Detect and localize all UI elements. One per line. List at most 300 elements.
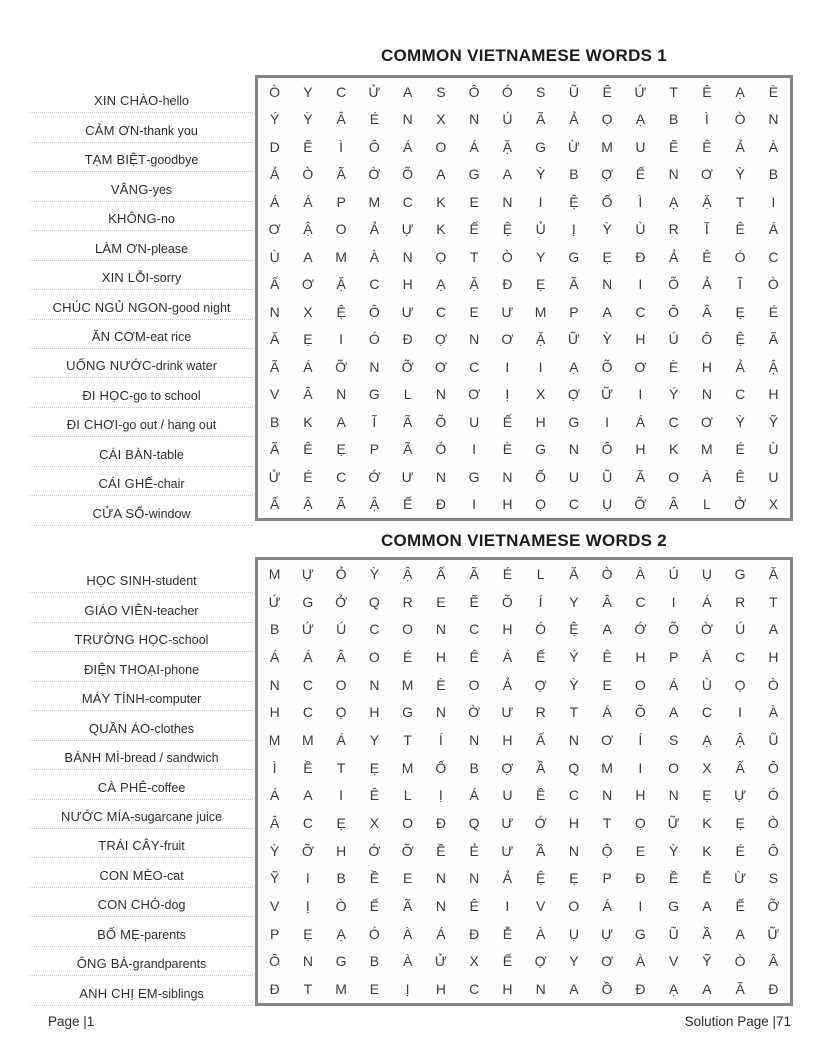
grid-letter: Ẹ <box>369 759 380 776</box>
grid-letter: Ả <box>569 111 579 128</box>
grid-letter: P <box>269 925 280 942</box>
grid-letter: K <box>668 441 679 458</box>
grid-letter: Ớ <box>368 842 381 859</box>
word-item <box>30 231 253 260</box>
grid-letter: Ậ <box>303 496 313 513</box>
grid-letter: N <box>435 704 446 721</box>
grid-letter: T <box>569 704 579 721</box>
grid-letter: Đ <box>435 496 446 513</box>
grid-letter: T <box>403 731 412 748</box>
grid-letter: Ư <box>501 303 514 320</box>
grid-letter: S <box>668 731 679 748</box>
word-definition: table <box>156 447 184 462</box>
grid-letter: C <box>435 303 446 320</box>
grid-letter: C <box>402 193 413 210</box>
grid-letter: À <box>768 704 779 721</box>
grid-letter: Á <box>668 676 679 693</box>
word-definition: student <box>155 574 197 589</box>
grid-letter: M <box>601 138 613 155</box>
word-definition: phone <box>164 662 200 677</box>
grid-letter: Ê <box>702 138 712 155</box>
grid-letter: Ô <box>368 303 380 320</box>
grid-letter: G <box>368 386 380 403</box>
grid-letter: Ã <box>336 496 346 513</box>
grid-letter: Y <box>569 953 579 970</box>
grid-letter: Ó <box>535 621 547 638</box>
grid-letter: Ỳ <box>602 331 612 348</box>
grid-letter: B <box>469 759 479 776</box>
grid-letter: C <box>302 815 313 832</box>
word-item <box>30 202 253 231</box>
grid-letter: N <box>602 276 613 293</box>
grid-letter: N <box>369 676 380 693</box>
word-term: HỌC SINH <box>86 573 152 589</box>
grid-letter: D <box>269 138 280 155</box>
grid-letter: H <box>502 731 513 748</box>
word-separator: - <box>118 418 123 433</box>
word-definition: siblings <box>162 986 204 1001</box>
word-separator: - <box>153 477 158 492</box>
grid-letter: Ã <box>469 565 479 582</box>
grid-letter: A <box>768 621 779 638</box>
grid-letter: O <box>668 468 680 485</box>
grid-letter: N <box>502 468 513 485</box>
grid-letter: Ọ <box>435 248 447 265</box>
grid-letter: Ơ <box>501 331 514 348</box>
word-separator: - <box>144 506 149 521</box>
grid-letter: H <box>502 496 513 513</box>
grid-letter: É <box>768 303 779 320</box>
grid-letter: Õ <box>435 413 447 430</box>
word-list-2 <box>30 564 253 1006</box>
grid-letter: E <box>469 303 479 320</box>
grid-letter: Q <box>368 593 380 610</box>
grid-letter: N <box>469 870 480 887</box>
word-separator: - <box>139 123 144 138</box>
grid-letter: Ã <box>569 276 579 293</box>
grid-letter: È <box>668 358 679 375</box>
grid-letter: Ế <box>502 953 513 970</box>
grid-letter: Õ <box>601 358 613 375</box>
grid-letter: Ự <box>301 565 314 582</box>
grid-letter: G <box>734 565 746 582</box>
grid-letter: E <box>635 842 646 859</box>
grid-letter: H <box>269 704 280 721</box>
grid-letter: Ò <box>734 111 746 128</box>
grid-letter: Ự <box>601 925 614 942</box>
grid-letter: Ẹ <box>336 815 346 832</box>
grid-letter: G <box>468 166 480 183</box>
grid-letter: Ừ <box>567 138 580 155</box>
word-separator: - <box>159 839 164 854</box>
grid-letter: N <box>568 731 579 748</box>
word-separator: - <box>149 271 154 286</box>
grid-letter: Õ <box>634 704 646 721</box>
grid-letter: Ơ <box>601 953 614 970</box>
word-term: CON CHÓ <box>97 897 161 913</box>
grid-letter: Á <box>702 593 712 610</box>
grid-letter: Ờ <box>700 621 713 638</box>
word-separator: - <box>151 574 156 589</box>
word-item <box>30 408 253 437</box>
grid-letter: Ệ <box>535 870 546 887</box>
grid-letter: Ă <box>569 565 579 582</box>
grid-letter: Ù <box>768 441 779 458</box>
grid-letter: Ơ <box>634 358 647 375</box>
grid-letter: À <box>702 468 712 485</box>
word-item <box>30 623 253 652</box>
grid-letter: Ấ <box>269 276 280 293</box>
grid-letter: M <box>401 676 414 693</box>
grid-letter: L <box>702 496 711 513</box>
grid-letter: N <box>435 898 446 915</box>
grid-letter: Ử <box>268 468 281 485</box>
word-separator: - <box>152 447 157 462</box>
grid-letter: K <box>303 413 313 430</box>
grid-letter: N <box>435 870 446 887</box>
grid-letter: C <box>635 593 646 610</box>
grid-letter: Ụ <box>602 496 613 513</box>
word-definition: yes <box>152 182 173 197</box>
grid-letter: A <box>735 925 745 942</box>
grid-letter: É <box>735 842 745 859</box>
grid-letter: M <box>268 731 281 748</box>
grid-letter: G <box>668 898 680 915</box>
grid-letter: G <box>634 925 646 942</box>
grid-letter: T <box>336 759 346 776</box>
grid-letter: Ù <box>701 676 712 693</box>
grid-letter: Ý <box>569 648 579 665</box>
grid-letter: I <box>638 898 643 915</box>
grid-letter: N <box>269 676 280 693</box>
grid-letter: H <box>635 441 646 458</box>
grid-letter: C <box>469 621 480 638</box>
word-definition: hello <box>162 94 190 109</box>
grid-letter: Q <box>468 815 480 832</box>
grid-letter: Ỳ <box>269 842 280 859</box>
grid-letter: L <box>403 787 412 804</box>
word-item <box>30 858 253 887</box>
grid-letter: Ô <box>601 441 613 458</box>
letter-grid-1 <box>255 75 793 521</box>
word-item <box>30 711 253 740</box>
grid-letter: Ơ <box>468 386 481 403</box>
grid-letter: Ỳ <box>735 166 745 183</box>
word-item <box>30 800 253 829</box>
grid-letter: M <box>302 731 314 748</box>
grid-letter: N <box>435 386 446 403</box>
word-separator: - <box>157 986 163 1001</box>
grid-letter: Ẹ <box>602 248 612 265</box>
grid-letter: Ò <box>767 276 779 293</box>
grid-letter: R <box>735 593 746 610</box>
grid-letter: H <box>635 787 646 804</box>
grid-letter: Ậ <box>402 565 413 582</box>
grid-letter: Ớ <box>534 815 547 832</box>
grid-letter: C <box>668 413 679 430</box>
grid-letter: Ô <box>767 759 779 776</box>
grid-letter: I <box>472 441 477 458</box>
word-separator: - <box>147 780 152 795</box>
grid-letter: À <box>402 925 413 942</box>
grid-letter: Ị <box>438 787 443 804</box>
grid-letter: Ỳ <box>602 221 612 238</box>
grid-letter: N <box>701 386 712 403</box>
grid-letter: Ô <box>767 842 779 859</box>
grid-letter: K <box>436 221 446 238</box>
grid-letter: Ậ <box>735 731 745 748</box>
grid-letter: À <box>702 648 712 665</box>
word-definition: computer <box>149 692 202 707</box>
grid-letter: M <box>335 981 347 998</box>
grid-letter: Ễ <box>702 870 712 887</box>
word-term: CÁI GHẾ <box>98 476 154 492</box>
word-definition: goodbye <box>150 153 199 168</box>
word-item <box>30 84 253 113</box>
word-term: VÂNG <box>110 181 149 197</box>
word-definition: drink water <box>155 359 217 374</box>
grid-letter: Ề <box>535 787 546 804</box>
grid-letter: A <box>702 898 712 915</box>
grid-letter: I <box>771 193 776 210</box>
grid-letter: Ả <box>369 221 380 238</box>
grid-letter: Ệ <box>569 621 579 638</box>
grid-letter: X <box>369 815 380 832</box>
grid-letter: I <box>505 898 510 915</box>
grid-letter: Á <box>303 193 313 210</box>
grid-letter: B <box>768 166 779 183</box>
grid-letter: I <box>605 413 610 430</box>
word-item <box>30 113 253 142</box>
grid-letter: Ơ <box>700 413 713 430</box>
word-term: BÁNH MÌ <box>64 750 120 766</box>
grid-letter: X <box>702 759 712 776</box>
grid-letter: Ả <box>502 870 513 887</box>
grid-letter: Đ <box>502 276 513 293</box>
grid-letter: Í <box>438 731 443 748</box>
word-term: ANH CHỊ EM <box>79 985 158 1001</box>
grid-letter: Ợ <box>534 676 547 693</box>
grid-letter: U <box>568 468 579 485</box>
grid-letter: Ò <box>269 83 281 100</box>
grid-letter: U <box>502 787 513 804</box>
grid-letter: N <box>535 981 546 998</box>
word-term: ĐI CHƠI <box>66 417 119 433</box>
grid-letter: Ò <box>767 815 779 832</box>
grid-letter: Ế <box>535 648 546 665</box>
grid-letter: Ệ <box>502 221 513 238</box>
grid-letter: Á <box>303 358 313 375</box>
grid-letter: Đ <box>469 925 480 942</box>
grid-letter: M <box>701 441 713 458</box>
grid-letter: H <box>635 331 646 348</box>
word-separator: - <box>158 94 163 109</box>
word-definition: clothes <box>154 721 195 736</box>
word-item <box>30 770 253 799</box>
grid-letter: A <box>602 303 612 320</box>
grid-letter: Á <box>436 925 446 942</box>
grid-letter: Ú <box>336 621 347 638</box>
word-definition: bread / sandwich <box>124 751 219 766</box>
grid-letter: Ợ <box>534 953 547 970</box>
grid-letter: T <box>469 248 479 265</box>
grid-letter: B <box>668 111 679 128</box>
grid-letter: T <box>735 193 745 210</box>
grid-letter: A <box>569 981 579 998</box>
grid-letter: P <box>668 648 679 665</box>
grid-letter: C <box>336 83 347 100</box>
grid-letter: Á <box>602 898 612 915</box>
word-separator: - <box>130 809 135 824</box>
grid-letter: E <box>369 981 380 998</box>
grid-letter: N <box>469 731 480 748</box>
grid-letter: N <box>668 787 679 804</box>
grid-letter: B <box>269 621 280 638</box>
grid-letter: Ỡ <box>767 898 780 915</box>
grid-letter: Ế <box>469 221 479 238</box>
word-item <box>30 467 253 496</box>
grid-letter: X <box>303 303 313 320</box>
grid-letter: C <box>302 676 313 693</box>
grid-letter: M <box>601 759 613 776</box>
grid-letter: S <box>768 870 779 887</box>
grid-letter: Ơ <box>268 221 281 238</box>
word-definition: school <box>172 633 209 648</box>
grid-letter: Ì <box>704 111 709 128</box>
grid-letter: Ở <box>335 593 348 610</box>
grid-letter: H <box>369 704 380 721</box>
grid-letter: Ĩ <box>738 276 743 293</box>
grid-letter: Ệ <box>735 331 745 348</box>
grid-letter: C <box>701 704 712 721</box>
grid-letter: Ò <box>767 676 779 693</box>
word-separator: - <box>144 692 150 707</box>
grid-letter: Ở <box>734 496 747 513</box>
grid-letter: I <box>505 358 510 375</box>
grid-letter: Ọ <box>535 496 547 513</box>
grid-letter: M <box>401 759 414 776</box>
grid-letter: Â <box>336 111 346 128</box>
grid-letter: Ã <box>269 358 280 375</box>
grid-letter: Ọ <box>335 704 347 721</box>
grid-letter: Ẹ <box>336 441 346 458</box>
grid-letter: É <box>402 648 413 665</box>
grid-letter: Ữ <box>767 925 780 942</box>
word-item <box>30 947 253 976</box>
grid-letter: Ọ <box>634 815 646 832</box>
grid-letter: Ấ <box>535 731 546 748</box>
grid-letter: X <box>535 386 546 403</box>
word-definition: sorry <box>153 271 182 286</box>
grid-letter: Ẹ <box>303 925 313 942</box>
grid-letter: Â <box>269 815 280 832</box>
grid-letter: Ẹ <box>735 303 745 320</box>
grid-letter: À <box>535 925 546 942</box>
word-term: ÔNG BÀ <box>76 956 129 972</box>
grid-letter: Ù <box>269 248 280 265</box>
word-term: ĐI HỌC <box>82 387 130 403</box>
grid-letter: Á <box>469 138 479 155</box>
grid-letter: Ả <box>502 676 513 693</box>
word-item <box>30 143 253 172</box>
grid-letter: E <box>469 193 479 210</box>
grid-letter: I <box>472 496 477 513</box>
grid-letter: Ỹ <box>768 413 779 430</box>
word-separator: - <box>119 751 125 766</box>
grid-letter: L <box>536 565 545 582</box>
grid-letter: Ứ <box>634 83 647 100</box>
grid-letter: Ủ <box>535 221 546 238</box>
grid-letter: Á <box>336 731 346 748</box>
grid-letter: Ấ <box>269 496 280 513</box>
grid-letter: R <box>535 704 546 721</box>
grid-letter: Ô <box>468 83 480 100</box>
word-term: XIN LỖI <box>101 270 150 286</box>
grid-letter: C <box>336 468 347 485</box>
grid-letter: O <box>634 676 646 693</box>
grid-letter: O <box>435 138 447 155</box>
grid-letter: N <box>469 331 480 348</box>
grid-letter: Ặ <box>535 331 546 348</box>
grid-letter: À <box>635 565 646 582</box>
grid-letter: Ữ <box>567 331 580 348</box>
grid-letter: Ế <box>369 898 380 915</box>
grid-letter: Ò <box>335 898 347 915</box>
grid-letter: Ò <box>302 166 314 183</box>
grid-letter: V <box>269 386 280 403</box>
word-list-1 <box>30 84 253 526</box>
grid-letter: Ạ <box>668 193 679 210</box>
grid-letter: Á <box>635 413 646 430</box>
grid-letter: R <box>668 221 679 238</box>
grid-letter: O <box>335 221 347 238</box>
grid-letter: I <box>638 759 643 776</box>
grid-letter: Ã <box>336 166 346 183</box>
word-item <box>30 564 253 593</box>
word-item <box>30 593 253 622</box>
grid-letter: Ế <box>502 413 513 430</box>
grid-letter: Ư <box>501 842 514 859</box>
grid-letter: Ũ <box>768 731 779 748</box>
grid-letter: N <box>402 111 413 128</box>
grid-letter: Õ <box>668 276 680 293</box>
word-definition: no <box>160 212 175 227</box>
grid-letter: Á <box>269 193 280 210</box>
grid-letter: X <box>436 111 446 128</box>
grid-letter: Ợ <box>434 331 447 348</box>
grid-letter: Á <box>269 787 280 804</box>
grid-letter: Ó <box>734 248 746 265</box>
grid-letter: È <box>768 83 779 100</box>
grid-letter: Ợ <box>501 759 514 776</box>
word-definition: fruit <box>163 839 185 854</box>
grid-letter: Ề <box>436 842 446 859</box>
grid-letter: G <box>402 704 414 721</box>
word-item <box>30 829 253 858</box>
grid-letter: Ẻ <box>469 842 479 859</box>
word-separator: - <box>146 153 151 168</box>
word-definition: go out / hang out <box>122 418 217 433</box>
grid-letter: I <box>339 331 344 348</box>
grid-letter: À <box>635 953 646 970</box>
grid-letter: Ớ <box>368 468 381 485</box>
word-item <box>30 917 253 946</box>
grid-letter: P <box>369 441 380 458</box>
grid-letter: Ẽ <box>469 593 479 610</box>
word-separator: - <box>128 957 133 972</box>
grid-letter: Ễ <box>502 925 513 942</box>
grid-letter: Ỡ <box>401 842 414 859</box>
